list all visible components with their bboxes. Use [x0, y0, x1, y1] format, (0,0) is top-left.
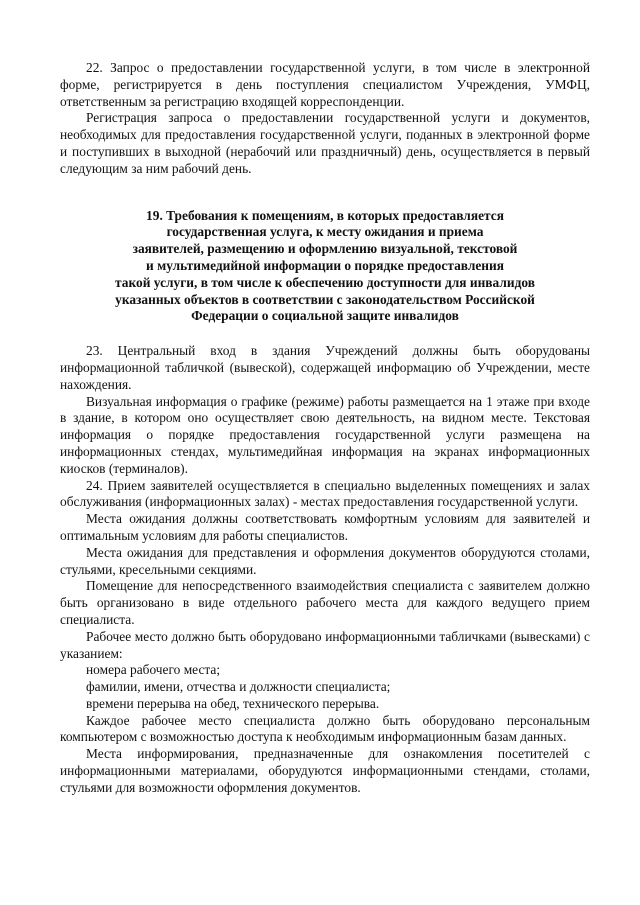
- heading-line: и мультимедийной информации о порядке предоставления: [146, 257, 504, 273]
- heading-line: заявителей, размещению и оформлению визуальной, текстовой: [132, 241, 518, 257]
- heading-line: государственная услуга, к месту ожидания и приема: [166, 224, 484, 240]
- list-item: фамилии, имени, отчества и должности специалиста;: [86, 679, 391, 695]
- heading-line: указанных объектов в соответствии с законодательством Российской: [115, 291, 535, 307]
- paragraph-information-places: Места информирования, предназначенные для ознакомления посетителей с информационными материалами, оборудуются информационными стендами, столами, стульями для возможности оформления документов.: [60, 746, 590, 795]
- paragraph-interaction-room: Помещение для непосредственного взаимодействия специалиста с заявителем должно быть организовано в виде отдельного рабочего места для каждого ведущего прием специалиста.: [60, 578, 590, 627]
- paragraph-24: 24. Прием заявителей осуществляется в специально выделенных помещениях и залах обслуживания (информационных залах) - местах предоставления государственной услуги.: [60, 477, 590, 510]
- paragraph-23: 23. Центральный вход в здания Учреждений должны быть оборудованы информационной табличкой (вывеской), содержащей информацию об Учреждении, месте нахождения.: [60, 343, 590, 392]
- heading-line: 19. Требования к помещениям, в которых предоставляется: [146, 207, 504, 223]
- section-heading: [84, 208, 566, 326]
- paragraph-22: 22. Запрос о предоставлении государственной услуги, в том числе в электронной форме, регистрируется в день поступления специалистом Учреждения, УМФЦ, ответственным за регистрацию входящей корреспонденции.: [60, 60, 590, 109]
- paragraph-workplace-computer: Каждое рабочее место специалиста должно быть оборудовано персональным компьютером с возможностью доступа к необходимым информационным базам данных.: [60, 712, 590, 745]
- paragraph-waiting-places: Места ожидания должны соответствовать комфортным условиям для заявителей и оптимальным условиям для работы специалистов.: [60, 511, 590, 543]
- paragraph-visual-info: Визуальная информация о графике (режиме) работы размещается на 1 этаже при входе в здание, в котором оно осуществляет свою деятельность, на видном месте. Текстовая информация о порядке предоставления государственной услуги размещена на информационных стендах, мультимедийная информация на экранах информационных киосков (терминалов).: [60, 393, 590, 476]
- paragraph-registration: Регистрация запроса о предоставлении государственной услуги и документов, необходимых для предоставления государственной услуги, поданных в электронной форме и поступивших в выходной (нерабочий или праздничный) день, осуществляется в первый следующим за ним рабочий день.: [60, 110, 590, 176]
- paragraph-workplace-signs: Рабочее место должно быть оборудовано информационными табличками (вывесками) с указанием:: [60, 628, 590, 661]
- list-item: времени перерыва на обед, технического перерыва.: [86, 695, 380, 711]
- heading-line: такой услуги, в том числе к обеспечению доступности для инвалидов: [115, 274, 535, 290]
- heading-line: Федерации о социальной защите инвалидов: [191, 308, 459, 324]
- list-item: номера рабочего места;: [86, 662, 221, 678]
- paragraph-waiting-equipment: Места ожидания для представления и оформления документов оборудуются столами, стульями, кресельными секциями.: [60, 544, 590, 577]
